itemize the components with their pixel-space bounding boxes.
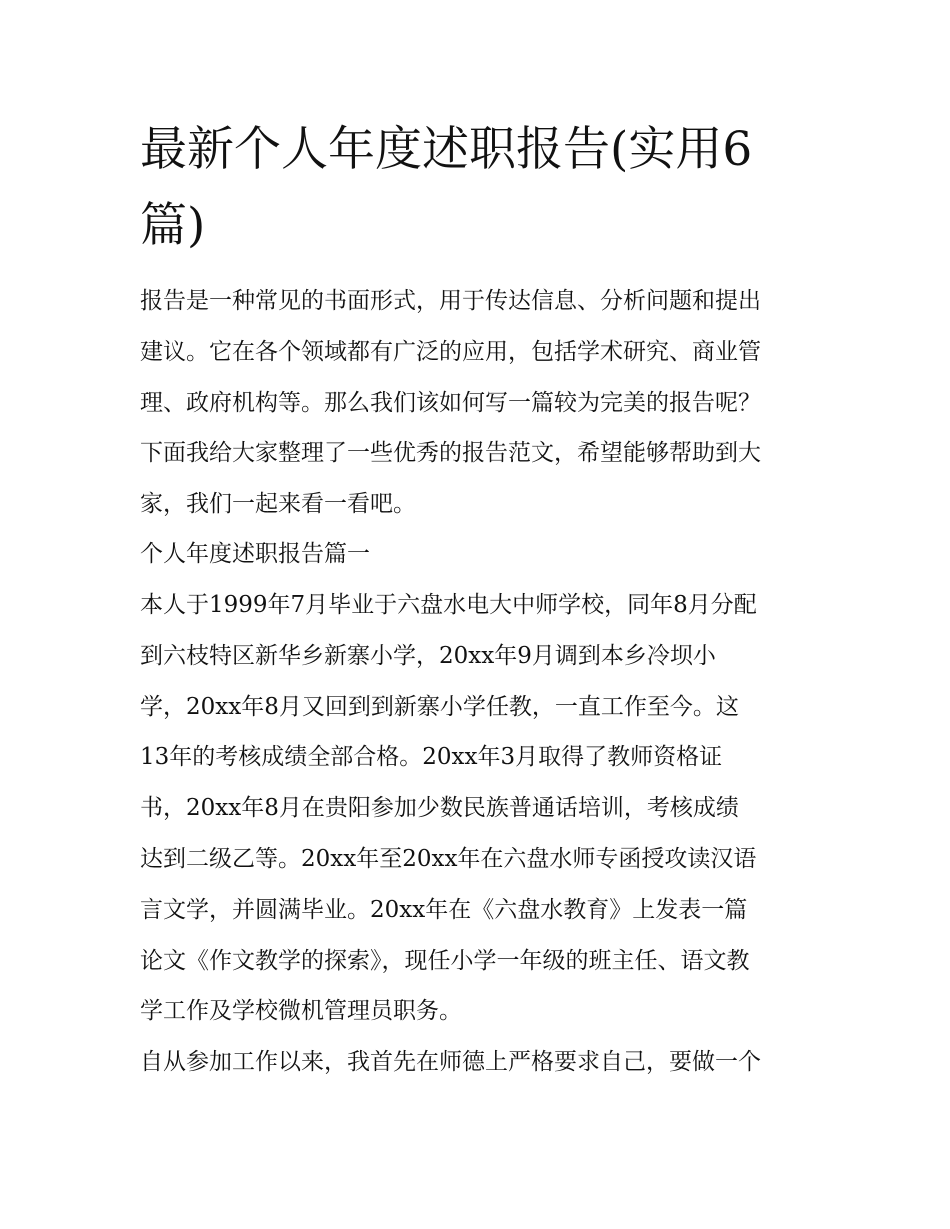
body-line: 学，20xx年8月又回到到新寨小学任教，一直工作至今。这 [140, 694, 739, 720]
title-line: 最新个人年度述职报告(实用6 [140, 122, 753, 177]
body-line: 13年的考核成绩全部合格。20xx年3月取得了教师资格证 [140, 744, 723, 770]
intro-line: 下面我给大家整理了一些优秀的报告范文，希望能够帮助到大 [140, 440, 761, 466]
intro-line: 家，我们一起来看一看吧。 [140, 491, 416, 517]
document-title [140, 112, 820, 264]
body-line: 自从参加工作以来，我首先在师德上严格要求自己，要做一个 [140, 1049, 761, 1075]
body-line: 书，20xx年8月在贵阳参加少数民族普通话培训，考核成绩 [140, 795, 739, 821]
body-line: 到六枝特区新华乡新寨小学，20xx年9月调到本乡冷坝小 [140, 643, 716, 669]
body-line: 本人于1999年7月毕业于六盘水电大中师学校，同年8月分配 [140, 592, 757, 618]
body-line: 论文《作文教学的探索》，现任小学一年级的班主任、语文教 [140, 948, 750, 974]
intro-line: 理、政府机构等。那么我们该如何写一篇较为完美的报告呢？ [140, 390, 761, 416]
body-line: 达到二级乙等。20xx年至20xx年在六盘水师专函授攻读汉语 [140, 846, 757, 872]
body-line: 言文学，并圆满毕业。20xx年在《六盘水教育》上发表一篇 [140, 897, 748, 923]
intro-line: 建议。它在各个领域都有广泛的应用，包括学术研究、商业管 [140, 339, 761, 365]
title-line: 篇) [140, 198, 206, 253]
intro-line: 报告是一种常见的书面形式，用于传达信息、分析问题和提出 [140, 288, 761, 314]
body-line: 学工作及学校微机管理员职务。 [140, 998, 462, 1024]
section-heading: 个人年度述职报告篇一 [140, 541, 370, 567]
